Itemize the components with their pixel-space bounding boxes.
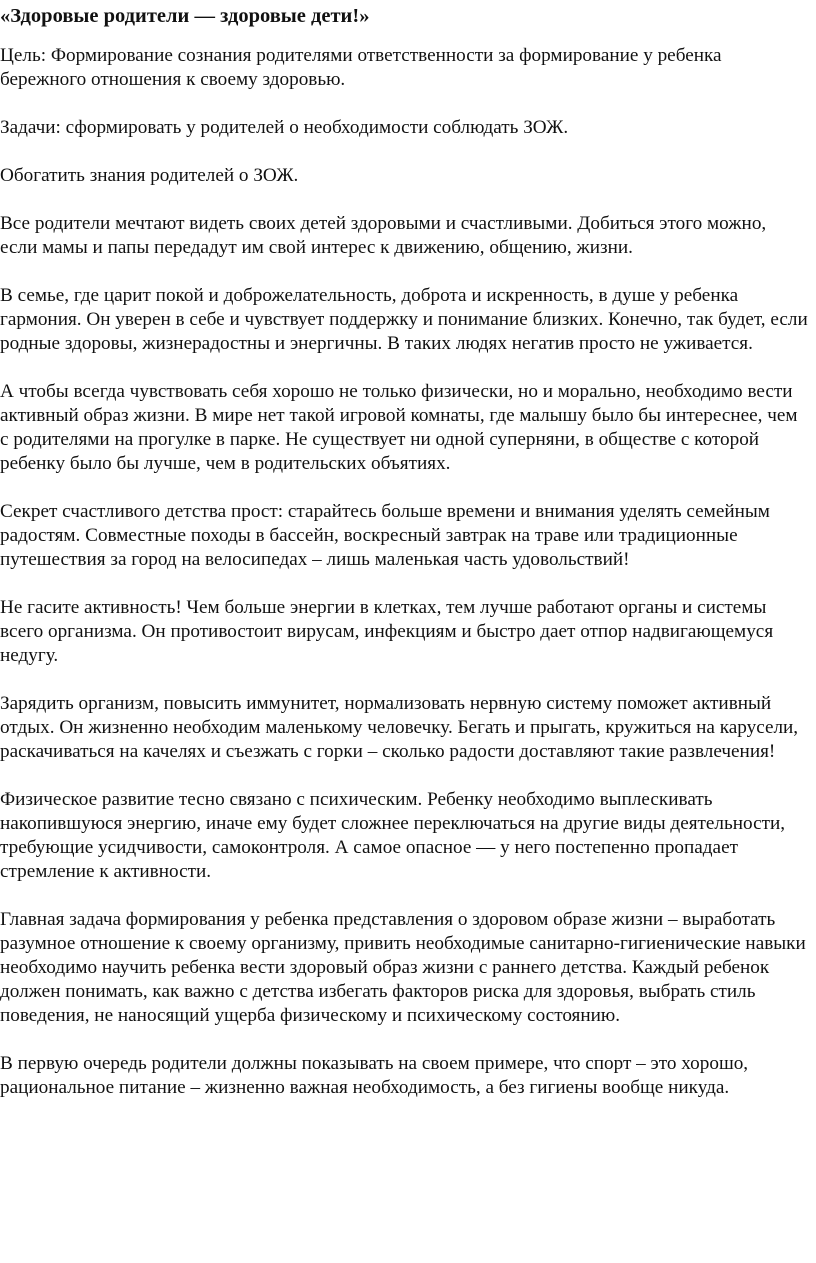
paragraph: Не гасите активность! Чем больше энергии в клетках, тем лучше работают органы и системы всего организма. Он противостоит вирусам, инфекциям и быстро дает отпор надвигающемуся недугу. [0, 597, 774, 666]
document-title: «Здоровые родители — здоровые дети!» [0, 5, 370, 27]
paragraph-tasks: Задачи: сформировать у родителей о необходимости соблюдать ЗОЖ. [0, 117, 569, 138]
paragraph: Все родители мечтают видеть своих детей здоровыми и счастливыми. Добиться этого можно, если мамы и папы передадут им свой интерес к движению, общению, жизни. [0, 213, 767, 258]
paragraph: Зарядить организм, повысить иммунитет, нормализовать нервную систему поможет активный отдых. Он жизненно необходим маленькому человечку. Бегать и прыгать, кружиться на карусели, раскачиваться на качелях и съезжать с горки – сколько радости доставляют такие развлечения! [0, 693, 799, 762]
paragraph-enrich: Обогатить знания родителей о ЗОЖ. [0, 165, 299, 186]
paragraph-goal: Цель: Формирование сознания родителями ответственности за формирование у ребенка бережного отношения к своему здоровью. [0, 45, 722, 90]
paragraph: Секрет счастливого детства прост: старайтесь больше времени и внимания уделять семейным радостям. Совместные походы в бассейн, воскресный завтрак на траве или традиционные путешествия за город на велосипедах – лишь маленькая часть удовольствий! [0, 501, 770, 570]
paragraph: Главная задача формирования у ребенка представления о здоровом образе жизни – выработать разумное отношение к своему организму, привить необходимые санитарно-гигиенические навыки необходимо научить ребенка вести здоровый образ жизни с раннего детства. Каждый ребенок должен понимать, как важно с детства избегать факторов риска для здоровья, выбрать стиль поведения, не наносящий ущерба физическому и психическому состоянию. [0, 909, 806, 1026]
paragraph: А чтобы всегда чувствовать себя хорошо не только физически, но и морально, необходимо вести активный образ жизни. В мире нет такой игровой комнаты, где малышу было бы интереснее, чем с родителями на прогулке в парке. Не существует ни одной суперняни, в обществе с которой ребенку было бы лучше, чем в родительских объятиях. [0, 381, 798, 474]
paragraph: Физическое развитие тесно связано с психическим. Ребенку необходимо выплескивать накопившуюся энергию, иначе ему будет сложнее переключаться на другие виды деятельности, требующие усидчивости, самоконтроля. А самое опасное — у него постепенно пропадает стремление к активности. [0, 789, 786, 882]
paragraph: В семье, где царит покой и доброжелательность, доброта и искренность, в душе у ребенка гармония. Он уверен в себе и чувствует поддержку и понимание близких. Конечно, так будет, если родные здоровы, жизнерадостны и энергичны. В таких людях негатив просто не уживается. [0, 285, 808, 354]
paragraph: В первую очередь родители должны показывать на своем примере, что спорт – это хорошо, рациональное питание – жизненно важная необходимость, а без гигиены вообще никуда. [0, 1053, 749, 1098]
